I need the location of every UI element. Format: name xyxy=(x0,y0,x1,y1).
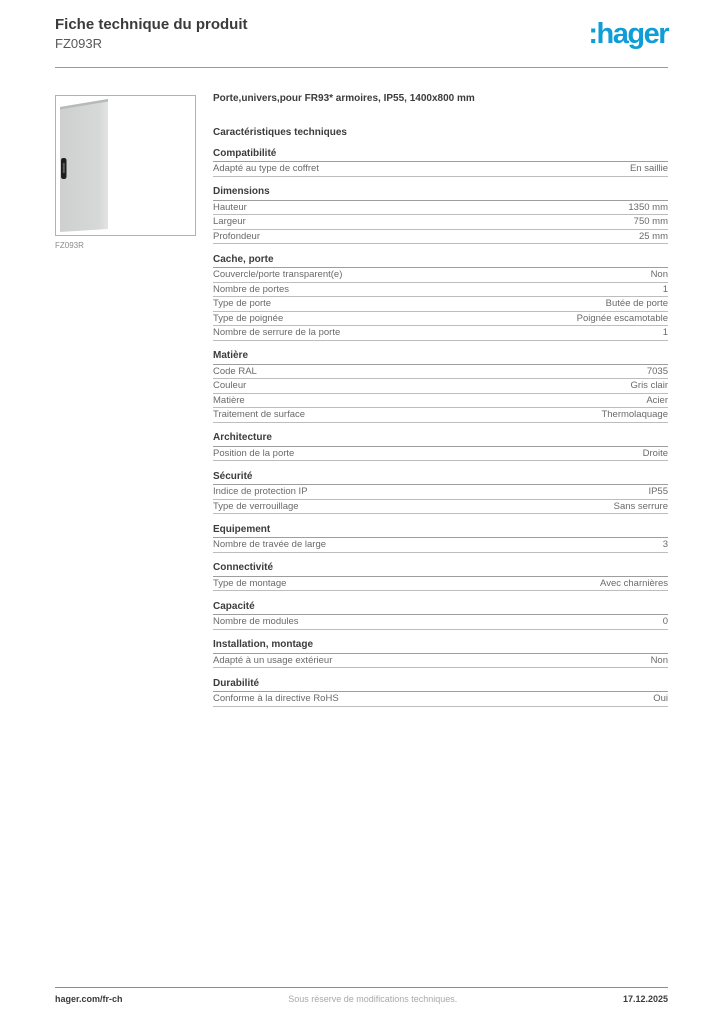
page-title: Fiche technique du produit xyxy=(55,16,248,33)
spec-row xyxy=(213,201,668,216)
spec-row xyxy=(213,312,668,327)
spec-label: Type de montage xyxy=(213,577,287,589)
spec-section xyxy=(213,639,668,668)
spec-value: 750 mm xyxy=(633,216,668,227)
spec-value: IP55 xyxy=(648,486,668,497)
spec-label: Matière xyxy=(213,394,245,406)
spec-value: 7035 xyxy=(646,365,668,377)
spec-row xyxy=(213,654,668,669)
spec-label: Position de la porte xyxy=(213,447,295,459)
website-link[interactable]: hager.com/fr-ch xyxy=(55,994,123,1004)
spec-label: Couvercle/porte transparent(e) xyxy=(213,269,343,280)
spec-label: Largeur xyxy=(213,216,246,227)
spec-label: Indice de protection IP xyxy=(213,486,308,497)
section-title: Compatibilité xyxy=(213,148,668,163)
spec-section xyxy=(213,678,668,707)
product-description: Porte,univers,pour FR93* armoires, IP55, 1400x800 mm xyxy=(213,93,475,104)
content-area xyxy=(55,92,668,707)
spec-section xyxy=(213,524,668,553)
section-title: Architecture xyxy=(213,432,668,447)
spec-section xyxy=(213,601,668,630)
characteristics-heading: Caractéristiques techniques xyxy=(213,127,347,138)
spec-row xyxy=(213,365,668,380)
product-image-column xyxy=(55,92,197,707)
product-image xyxy=(55,95,196,236)
document-date: 17.12.2025 xyxy=(622,994,668,1004)
spec-row xyxy=(213,394,668,409)
section-title: Durabilité xyxy=(213,678,668,693)
spec-label: Nombre de travée de large xyxy=(213,539,327,550)
spec-row xyxy=(213,162,668,177)
spec-column xyxy=(213,92,668,707)
hager-logo: :hager xyxy=(588,18,668,50)
spec-label: Profondeur xyxy=(213,230,261,242)
spec-value: Sans serrure xyxy=(613,500,668,512)
spec-section xyxy=(213,350,668,423)
spec-section xyxy=(213,148,668,177)
page-header xyxy=(55,16,668,68)
spec-label: Hauteur xyxy=(213,201,247,213)
spec-label: Type de porte xyxy=(213,298,272,309)
section-title: Capacité xyxy=(213,601,668,616)
spec-row xyxy=(213,230,668,245)
section-title: Connectivité xyxy=(213,562,668,577)
spec-sections xyxy=(213,148,668,707)
spec-row xyxy=(213,485,668,500)
spec-label: Nombre de portes xyxy=(213,283,290,295)
spec-label: Code RAL xyxy=(213,365,257,377)
spec-label: Couleur xyxy=(213,380,247,391)
spec-label: Type de poignée xyxy=(213,312,284,324)
section-title: Cache, porte xyxy=(213,254,668,269)
spec-section xyxy=(213,471,668,515)
spec-value: 1350 mm xyxy=(628,201,668,213)
spec-value: Thermolaquage xyxy=(601,409,668,420)
spec-value: Droite xyxy=(642,447,668,459)
spec-value: Gris clair xyxy=(630,380,668,391)
spec-value: 3 xyxy=(662,539,668,550)
section-title: Installation, montage xyxy=(213,639,668,654)
section-title: Equipement xyxy=(213,524,668,539)
spec-row xyxy=(213,615,668,630)
spec-row xyxy=(213,408,668,423)
spec-label: Type de verrouillage xyxy=(213,500,299,512)
spec-value: 25 mm xyxy=(638,230,668,242)
spec-row xyxy=(213,577,668,592)
spec-value: En saillie xyxy=(629,163,668,174)
spec-row xyxy=(213,297,668,312)
spec-row xyxy=(213,447,668,462)
modification-notice: Sous réserve de modifications techniques. xyxy=(288,994,458,1004)
section-title: Matière xyxy=(213,350,668,365)
spec-value: Avec charnières xyxy=(600,577,668,589)
spec-value: Non xyxy=(650,654,668,666)
spec-row xyxy=(213,538,668,553)
section-title: Dimensions xyxy=(213,186,668,201)
product-reference: FZ093R xyxy=(55,36,102,51)
spec-row xyxy=(213,379,668,394)
spec-value: 1 xyxy=(662,283,668,295)
spec-label: Adapté au type de coffret xyxy=(213,163,319,174)
section-title: Sécurité xyxy=(213,471,668,486)
spec-row xyxy=(213,215,668,230)
page-footer xyxy=(55,987,668,1004)
spec-row xyxy=(213,500,668,515)
spec-row xyxy=(213,692,668,707)
spec-value: 0 xyxy=(662,616,668,627)
spec-label: Adapté à un usage extérieur xyxy=(213,654,333,666)
spec-value: Acier xyxy=(646,394,668,406)
product-image-caption: FZ093R xyxy=(55,241,84,250)
spec-value: 1 xyxy=(662,327,668,338)
spec-value: Non xyxy=(650,269,668,280)
spec-value: Poignée escamotable xyxy=(576,312,668,324)
cabinet-door-icon xyxy=(56,96,195,235)
spec-section xyxy=(213,186,668,244)
spec-value: Butée de porte xyxy=(605,298,668,309)
spec-section xyxy=(213,254,668,341)
spec-label: Nombre de modules xyxy=(213,616,299,627)
spec-label: Nombre de serrure de la porte xyxy=(213,327,341,338)
spec-row xyxy=(213,283,668,298)
spec-section xyxy=(213,562,668,591)
spec-row xyxy=(213,268,668,283)
spec-row xyxy=(213,326,668,341)
spec-value: Oui xyxy=(653,693,668,704)
spec-label: Conforme à la directive RoHS xyxy=(213,693,339,704)
spec-section xyxy=(213,432,668,461)
spec-label: Traitement de surface xyxy=(213,409,306,420)
